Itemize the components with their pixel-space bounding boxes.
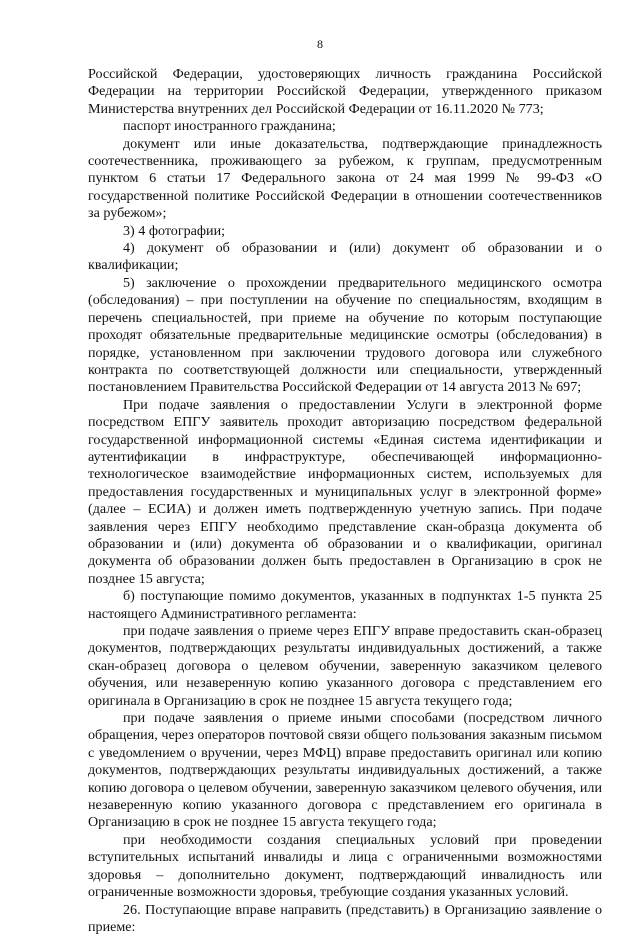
paragraph-b-additional-documents: б) поступающие помимо документов, указанных в подпунктах 1-5 пункта 25 настоящего Административного регламента: (88, 588, 602, 623)
paragraph-id-document-continuation: Российской Федерации, удостоверяющих личность гражданина Российской Федерации на территории Российской Федерации, утвержденного приказом Министерства внутренних дел Российской Федерации от 16.11.2020 № 773; (88, 66, 602, 118)
paragraph-other-methods: при подаче заявления о приеме иными способами (посредством личного обращения, через операторов почтовой связи общего пользования заказным письмом с уведомлением о вручении, через МФЦ) вправе предоставить оригинал или копию документов, подтверждающих результаты индивидуальных достижений, а также копию договора о целевом обучении, заверенную заказчиком целевого обучения, или незаверенную копию указанного договора с представлением его оригинала в Организацию в срок не позднее 15 августа текущего года; (88, 710, 602, 832)
paragraph-item-4-education-document: 4) документ об образовании и (или) документ об образовании и о квалификации; (88, 240, 602, 275)
paragraph-item-26: 26. Поступающие вправе направить (представить) в Организацию заявление о приеме: (88, 902, 602, 936)
paragraph-epgu-scan-copies: при подаче заявления о приеме через ЕПГУ вправе предоставить скан-образец документов, подтверждающих результаты индивидуальных достижений, а также скан-образец договора о целевом обучении, заверенную заказчиком целевого обучения, или незаверенную копию указанного договора с представлением его оригинала в Организацию в срок не позднее 15 августа текущего года; (88, 623, 602, 710)
page-number: 8 (0, 37, 640, 51)
paragraph-compatriot-evidence: документ или иные доказательства, подтверждающие принадлежность соотечественника, проживающего за рубежом, к группам, предусмотренным пунктом 6 статьи 17 Федерального закона от 24 мая 1999 № 99-ФЗ «О государственной политике Российской Федерации в отношении соотечественников за рубежом»; (88, 136, 602, 223)
paragraph-foreign-passport: паспорт иностранного гражданина; (88, 118, 602, 135)
paragraph-special-conditions: при необходимости создания специальных условий при проведении вступительных испытаний инвалиды и лица с ограниченными возможностями здоровья – дополнительно документ, подтверждающий инвалидность или ограниченные возможности здоровья, требующие создания указанных условий. (88, 832, 602, 902)
paragraph-epgu-submission: При подаче заявления о предоставлении Услуги в электронной форме посредством ЕПГУ заявитель проходит авторизацию посредством федеральной государственной информационной системы «Единая система идентификации и аутентификации в инфраструктуре, обеспечивающей информационно-технологическое взаимодействие информационных систем, используемых для предоставления государственных и муниципальных услуг в электронной форме» (далее – ЕСИА) и должен иметь подтвержденную учетную запись. При подаче заявления через ЕПГУ необходимо представление скан-образца документа об образовании и (или) документа об образовании и о квалификации, оригинал документа об образовании должен быть предоставлен в Организацию в срок не позднее 15 августа; (88, 397, 602, 588)
paragraph-item-3-photos: 3) 4 фотографии; (88, 223, 602, 240)
body-text (88, 66, 602, 936)
paragraph-item-5-medical-exam: 5) заключение о прохождении предварительного медицинского осмотра (обследования) – при поступлении на обучение по специальностям, входящим в перечень специальностей, при приеме на обучение по которым поступающие проходят обязательные предварительные медицинские осмотры (обследования) в порядке, установленном при заключении трудового договора или служебного контракта по соответствующей должности или специальности, утвержденный постановлением Правительства Российской Федерации от 14 августа 2013 № 697; (88, 275, 602, 397)
